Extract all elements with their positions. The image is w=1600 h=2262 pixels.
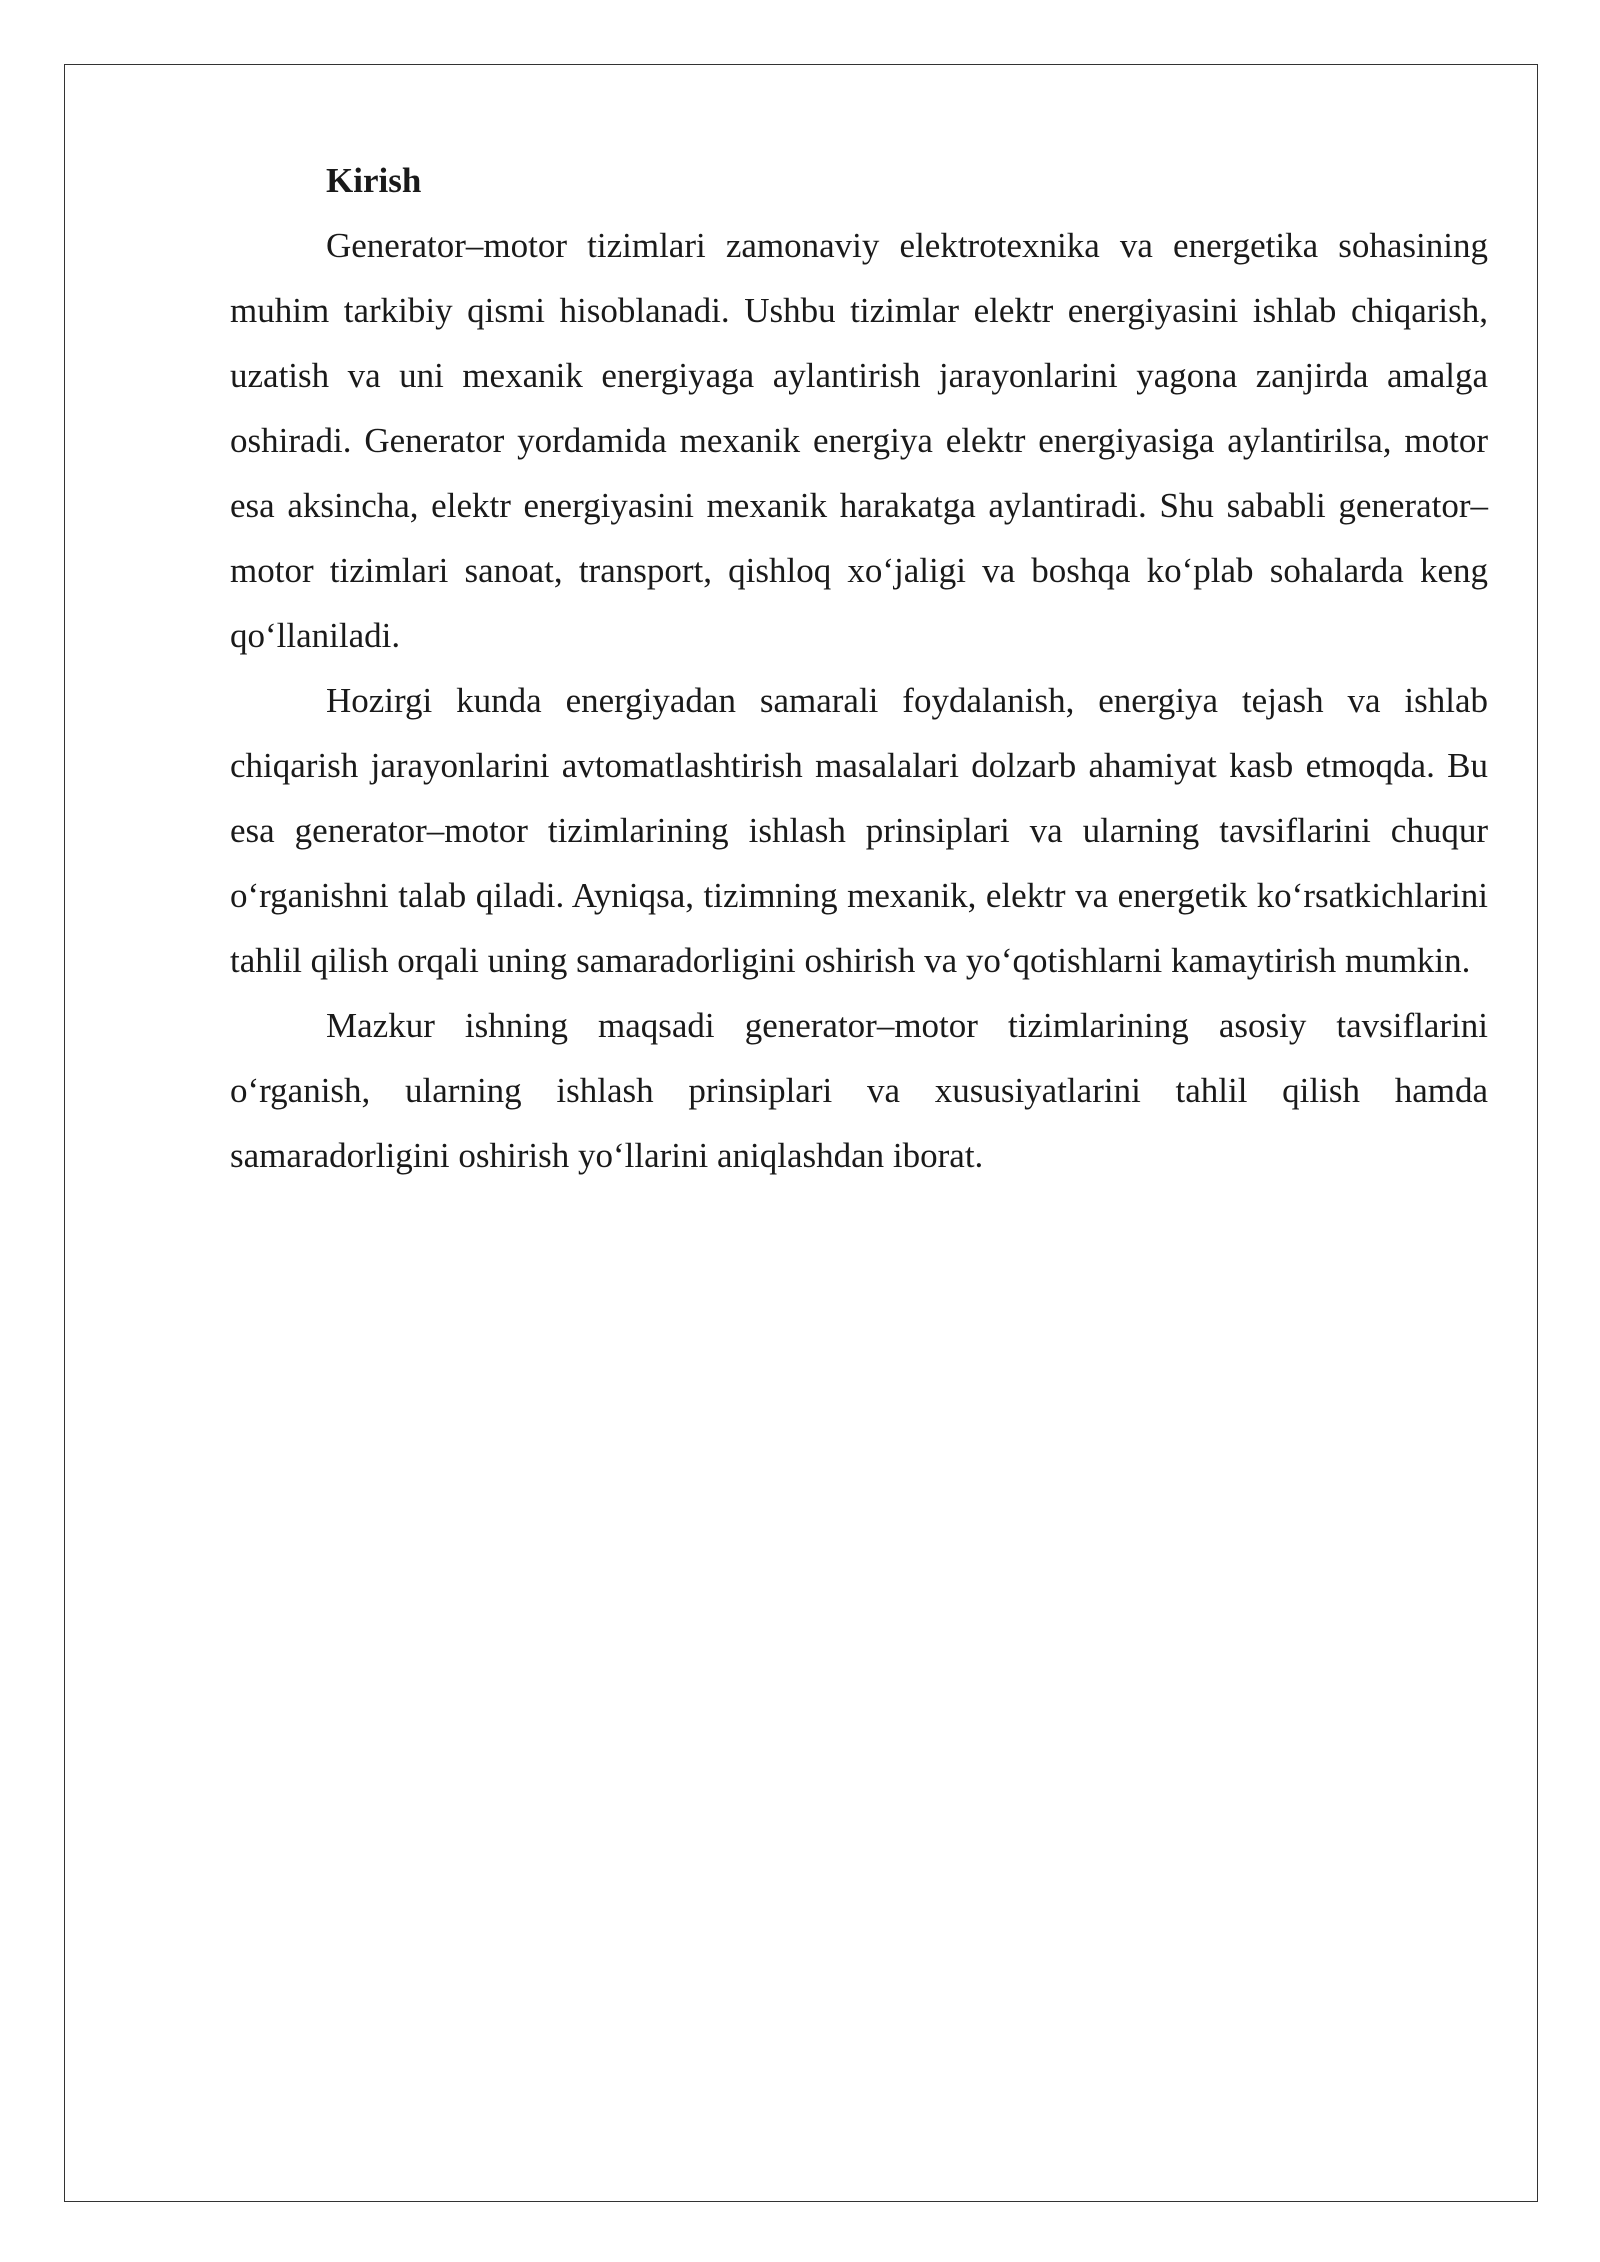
paragraph-3: Mazkur ishning maqsadi generator–motor tizimlarining asosiy tavsiflarini o‘rganish, ularning ishlash prinsiplari va xususiyatlarini tahlil qilish hamda samaradorligini oshirish yo‘llarini aniqlashdan iborat. [230,1006,1488,1175]
paragraph-2: Hozirgi kunda energiyadan samarali foydalanish, energiya tejash va ishlab chiqarish jarayonlarini avtomatlashtirish masalalari dolzarb ahamiyat kasb etmoqda. Bu esa generator–motor tizimlarining ishlash prinsiplari va ularning tavsiflarini chuqur o‘rganishni talab qiladi. Ayniqsa, tizimning mexanik, elektr va energetik ko‘rsatkichlarini tahlil qilish orqali uning samaradorligini oshirish va yo‘qotishlarni kamaytirish mumkin. [230,681,1488,980]
document-body [230,148,1488,1188]
section-heading: Kirish [326,161,422,200]
paragraph-1: Generator–motor tizimlari zamonaviy elektrotexnika va energetika sohasining muhim tarkibiy qismi hisoblanadi. Ushbu tizimlar elektr energiyasini ishlab chiqarish, uzatish va uni mexanik energiyaga aylantirish jarayonlarini yagona zanjirda amalga oshiradi. Generator yordamida mexanik energiya elektr energiyasiga aylantirilsa, motor esa aksincha, elektr energiyasini mexanik harakatga aylantiradi. Shu sababli generator–motor tizimlari sanoat, transport, qishloq xo‘jaligi va boshqa ko‘plab sohalarda keng qo‘llaniladi. [230,226,1488,655]
